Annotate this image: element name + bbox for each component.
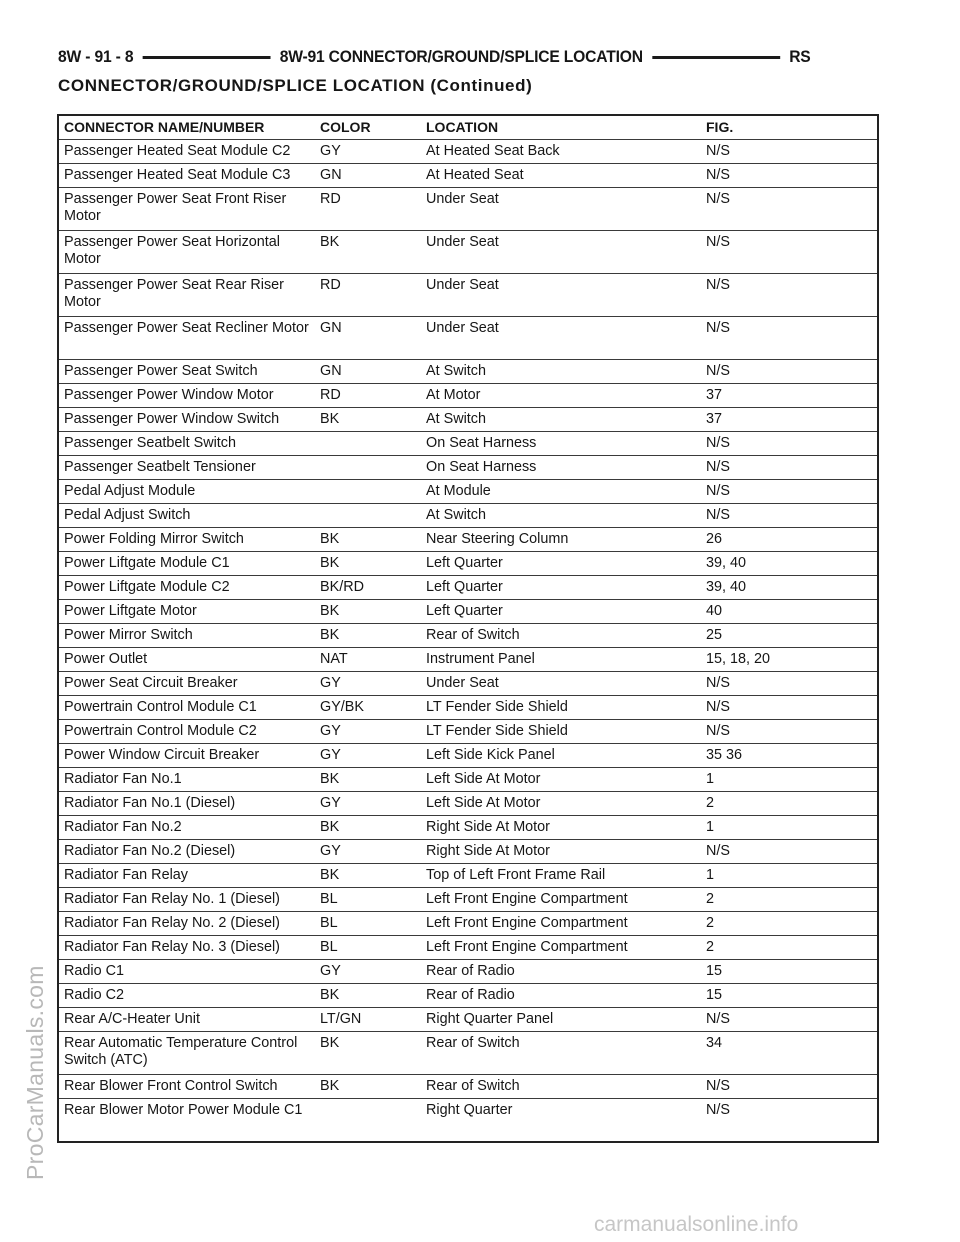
cell-color: GY: [315, 140, 421, 164]
cell-location: At Switch: [421, 408, 701, 432]
table-row: [58, 188, 878, 231]
cell-location: At Switch: [421, 360, 701, 384]
cell-location: Right Side At Motor: [421, 816, 701, 840]
cell-fig: 39, 40: [701, 576, 878, 600]
header-rule-left: [143, 56, 271, 59]
cell-connector: Passenger Power Seat Rear Riser Motor: [58, 274, 315, 317]
cell-connector: Power Liftgate Module C2: [58, 576, 315, 600]
table-row: [58, 231, 878, 274]
cell-color: BK: [315, 1075, 421, 1099]
cell-color: RD: [315, 384, 421, 408]
cell-fig: 26: [701, 528, 878, 552]
cell-fig: N/S: [701, 188, 878, 231]
cell-connector: Radio C2: [58, 984, 315, 1008]
table-row: [58, 864, 878, 888]
cell-location: At Module: [421, 480, 701, 504]
table-row: [58, 140, 878, 164]
cell-color: BK: [315, 552, 421, 576]
cell-fig: 15: [701, 960, 878, 984]
cell-fig: N/S: [701, 231, 878, 274]
cell-location: Left Quarter: [421, 552, 701, 576]
cell-connector: Radiator Fan No.1 (Diesel): [58, 792, 315, 816]
cell-fig: N/S: [701, 1099, 878, 1143]
cell-location: Left Front Engine Compartment: [421, 912, 701, 936]
table-row: [58, 528, 878, 552]
cell-location: Right Side At Motor: [421, 840, 701, 864]
table-row: [58, 317, 878, 360]
cell-connector: Passenger Power Seat Horizontal Motor: [58, 231, 315, 274]
cell-connector: Passenger Power Seat Switch: [58, 360, 315, 384]
cell-color: GY: [315, 792, 421, 816]
cell-fig: N/S: [701, 1008, 878, 1032]
cell-connector: Passenger Power Seat Recliner Motor: [58, 317, 315, 360]
cell-location: Under Seat: [421, 231, 701, 274]
cell-connector: Pedal Adjust Module: [58, 480, 315, 504]
cell-color: BK: [315, 984, 421, 1008]
cell-color: GY: [315, 840, 421, 864]
cell-location: At Switch: [421, 504, 701, 528]
cell-fig: 35 36: [701, 744, 878, 768]
cell-connector: Power Seat Circuit Breaker: [58, 672, 315, 696]
model-code: RS: [789, 47, 811, 66]
table-header-row: [58, 115, 878, 140]
column-header-fig: FIG.: [701, 115, 878, 140]
table-row: [58, 672, 878, 696]
cell-location: Under Seat: [421, 672, 701, 696]
cell-fig: 39, 40: [701, 552, 878, 576]
table-row: [58, 624, 878, 648]
cell-location: Rear of Radio: [421, 984, 701, 1008]
section-title: CONNECTOR/GROUND/SPLICE LOCATION (Continued): [58, 76, 533, 95]
bottom-watermark: carmanualsonline.info: [594, 1213, 799, 1236]
table-row: [58, 888, 878, 912]
table-row: [58, 600, 878, 624]
side-watermark: ProCarManuals.com: [22, 965, 48, 1180]
cell-location: At Heated Seat: [421, 164, 701, 188]
cell-connector: Rear A/C-Heater Unit: [58, 1008, 315, 1032]
cell-color: GN: [315, 164, 421, 188]
table-row: [58, 1032, 878, 1075]
cell-location: At Motor: [421, 384, 701, 408]
cell-connector: Radiator Fan Relay: [58, 864, 315, 888]
cell-connector: Rear Blower Front Control Switch: [58, 1075, 315, 1099]
cell-location: Near Steering Column: [421, 528, 701, 552]
page-number: 8W - 91 - 8: [58, 47, 134, 66]
table-row: [58, 432, 878, 456]
table-row: [58, 960, 878, 984]
table-row: [58, 504, 878, 528]
page-header: [58, 42, 811, 72]
cell-fig: 25: [701, 624, 878, 648]
table-row: [58, 936, 878, 960]
table-row: [58, 576, 878, 600]
table-row: [58, 840, 878, 864]
chapter-title: 8W-91 CONNECTOR/GROUND/SPLICE LOCATION: [279, 47, 643, 66]
cell-connector: Passenger Power Window Switch: [58, 408, 315, 432]
cell-fig: N/S: [701, 432, 878, 456]
cell-fig: N/S: [701, 1075, 878, 1099]
cell-fig: N/S: [701, 696, 878, 720]
cell-connector: Passenger Heated Seat Module C3: [58, 164, 315, 188]
cell-color: BL: [315, 912, 421, 936]
table-row: [58, 456, 878, 480]
cell-location: Left Quarter: [421, 600, 701, 624]
cell-location: Left Side At Motor: [421, 768, 701, 792]
cell-connector: Radiator Fan Relay No. 1 (Diesel): [58, 888, 315, 912]
cell-connector: Passenger Seatbelt Switch: [58, 432, 315, 456]
cell-fig: 1: [701, 864, 878, 888]
cell-fig: 34: [701, 1032, 878, 1075]
cell-fig: 1: [701, 768, 878, 792]
cell-color: GY: [315, 960, 421, 984]
cell-fig: 2: [701, 792, 878, 816]
cell-fig: 37: [701, 408, 878, 432]
table-row: [58, 816, 878, 840]
cell-color: GN: [315, 360, 421, 384]
cell-color: BK: [315, 816, 421, 840]
table-row: [58, 792, 878, 816]
cell-color: GN: [315, 317, 421, 360]
cell-color: NAT: [315, 648, 421, 672]
cell-color: BK/RD: [315, 576, 421, 600]
table-row: [58, 360, 878, 384]
cell-fig: N/S: [701, 164, 878, 188]
cell-fig: 2: [701, 912, 878, 936]
table-row: [58, 408, 878, 432]
cell-fig: N/S: [701, 140, 878, 164]
cell-location: Rear of Radio: [421, 960, 701, 984]
cell-color: BK: [315, 528, 421, 552]
cell-fig: N/S: [701, 456, 878, 480]
column-header-connector: CONNECTOR NAME/NUMBER: [58, 115, 315, 140]
cell-connector: Passenger Power Window Motor: [58, 384, 315, 408]
cell-location: At Heated Seat Back: [421, 140, 701, 164]
cell-connector: Radiator Fan No.1: [58, 768, 315, 792]
table-body: [58, 140, 878, 1143]
cell-fig: 40: [701, 600, 878, 624]
table-row: [58, 480, 878, 504]
cell-connector: Passenger Power Seat Front Riser Motor: [58, 188, 315, 231]
cell-color: RD: [315, 274, 421, 317]
table-row: [58, 768, 878, 792]
cell-connector: Power Liftgate Motor: [58, 600, 315, 624]
cell-location: Under Seat: [421, 317, 701, 360]
cell-connector: Power Window Circuit Breaker: [58, 744, 315, 768]
cell-location: Rear of Switch: [421, 624, 701, 648]
cell-connector: Powertrain Control Module C2: [58, 720, 315, 744]
cell-color: BL: [315, 888, 421, 912]
column-header-color: COLOR: [315, 115, 421, 140]
cell-connector: Powertrain Control Module C1: [58, 696, 315, 720]
table-row: [58, 274, 878, 317]
cell-connector: Radiator Fan Relay No. 2 (Diesel): [58, 912, 315, 936]
cell-location: Rear of Switch: [421, 1032, 701, 1075]
cell-fig: 15: [701, 984, 878, 1008]
table-row: [58, 552, 878, 576]
column-header-location: LOCATION: [421, 115, 701, 140]
cell-connector: Rear Blower Motor Power Module C1: [58, 1099, 315, 1143]
table-row: [58, 744, 878, 768]
cell-connector: Radiator Fan Relay No. 3 (Diesel): [58, 936, 315, 960]
cell-fig: N/S: [701, 672, 878, 696]
cell-color: BK: [315, 408, 421, 432]
cell-color: [315, 456, 421, 480]
cell-color: [315, 480, 421, 504]
cell-color: [315, 504, 421, 528]
cell-fig: N/S: [701, 274, 878, 317]
table-row: [58, 384, 878, 408]
cell-color: BK: [315, 864, 421, 888]
cell-location: Left Side At Motor: [421, 792, 701, 816]
cell-fig: 1: [701, 816, 878, 840]
cell-connector: Power Mirror Switch: [58, 624, 315, 648]
cell-location: Top of Left Front Frame Rail: [421, 864, 701, 888]
cell-fig: 2: [701, 936, 878, 960]
table-row: [58, 1008, 878, 1032]
cell-location: On Seat Harness: [421, 432, 701, 456]
cell-location: Instrument Panel: [421, 648, 701, 672]
cell-connector: Radiator Fan No.2 (Diesel): [58, 840, 315, 864]
cell-connector: Power Liftgate Module C1: [58, 552, 315, 576]
cell-location: LT Fender Side Shield: [421, 696, 701, 720]
table-row: [58, 1075, 878, 1099]
cell-fig: N/S: [701, 504, 878, 528]
cell-color: GY: [315, 744, 421, 768]
table-row: [58, 1099, 878, 1143]
table-row: [58, 720, 878, 744]
cell-fig: N/S: [701, 360, 878, 384]
cell-fig: 37: [701, 384, 878, 408]
cell-connector: Radiator Fan No.2: [58, 816, 315, 840]
table-row: [58, 696, 878, 720]
cell-connector: Power Folding Mirror Switch: [58, 528, 315, 552]
cell-location: Right Quarter Panel: [421, 1008, 701, 1032]
cell-location: Under Seat: [421, 274, 701, 317]
cell-fig: N/S: [701, 720, 878, 744]
cell-connector: Rear Automatic Temperature Control Switch (ATC): [58, 1032, 315, 1075]
cell-location: Under Seat: [421, 188, 701, 231]
cell-location: LT Fender Side Shield: [421, 720, 701, 744]
cell-color: GY: [315, 720, 421, 744]
cell-color: GY/BK: [315, 696, 421, 720]
cell-color: GY: [315, 672, 421, 696]
cell-connector: Passenger Heated Seat Module C2: [58, 140, 315, 164]
cell-location: On Seat Harness: [421, 456, 701, 480]
cell-connector: Radio C1: [58, 960, 315, 984]
header-rule-right: [652, 56, 780, 59]
cell-fig: N/S: [701, 480, 878, 504]
table-row: [58, 912, 878, 936]
cell-color: RD: [315, 188, 421, 231]
cell-color: [315, 432, 421, 456]
cell-color: BK: [315, 1032, 421, 1075]
table-row: [58, 984, 878, 1008]
table-row: [58, 164, 878, 188]
cell-connector: Passenger Seatbelt Tensioner: [58, 456, 315, 480]
cell-fig: 2: [701, 888, 878, 912]
cell-location: Left Quarter: [421, 576, 701, 600]
cell-fig: N/S: [701, 317, 878, 360]
cell-fig: N/S: [701, 840, 878, 864]
cell-location: Left Side Kick Panel: [421, 744, 701, 768]
cell-color: BL: [315, 936, 421, 960]
cell-color: BK: [315, 600, 421, 624]
cell-color: BK: [315, 231, 421, 274]
cell-location: Right Quarter: [421, 1099, 701, 1143]
cell-location: Left Front Engine Compartment: [421, 936, 701, 960]
cell-location: Rear of Switch: [421, 1075, 701, 1099]
table-row: [58, 648, 878, 672]
cell-connector: Power Outlet: [58, 648, 315, 672]
cell-color: BK: [315, 624, 421, 648]
cell-fig: 15, 18, 20: [701, 648, 878, 672]
cell-color: BK: [315, 768, 421, 792]
cell-color: [315, 1099, 421, 1143]
cell-color: LT/GN: [315, 1008, 421, 1032]
cell-connector: Pedal Adjust Switch: [58, 504, 315, 528]
cell-location: Left Front Engine Compartment: [421, 888, 701, 912]
connector-location-table: [57, 114, 879, 1143]
